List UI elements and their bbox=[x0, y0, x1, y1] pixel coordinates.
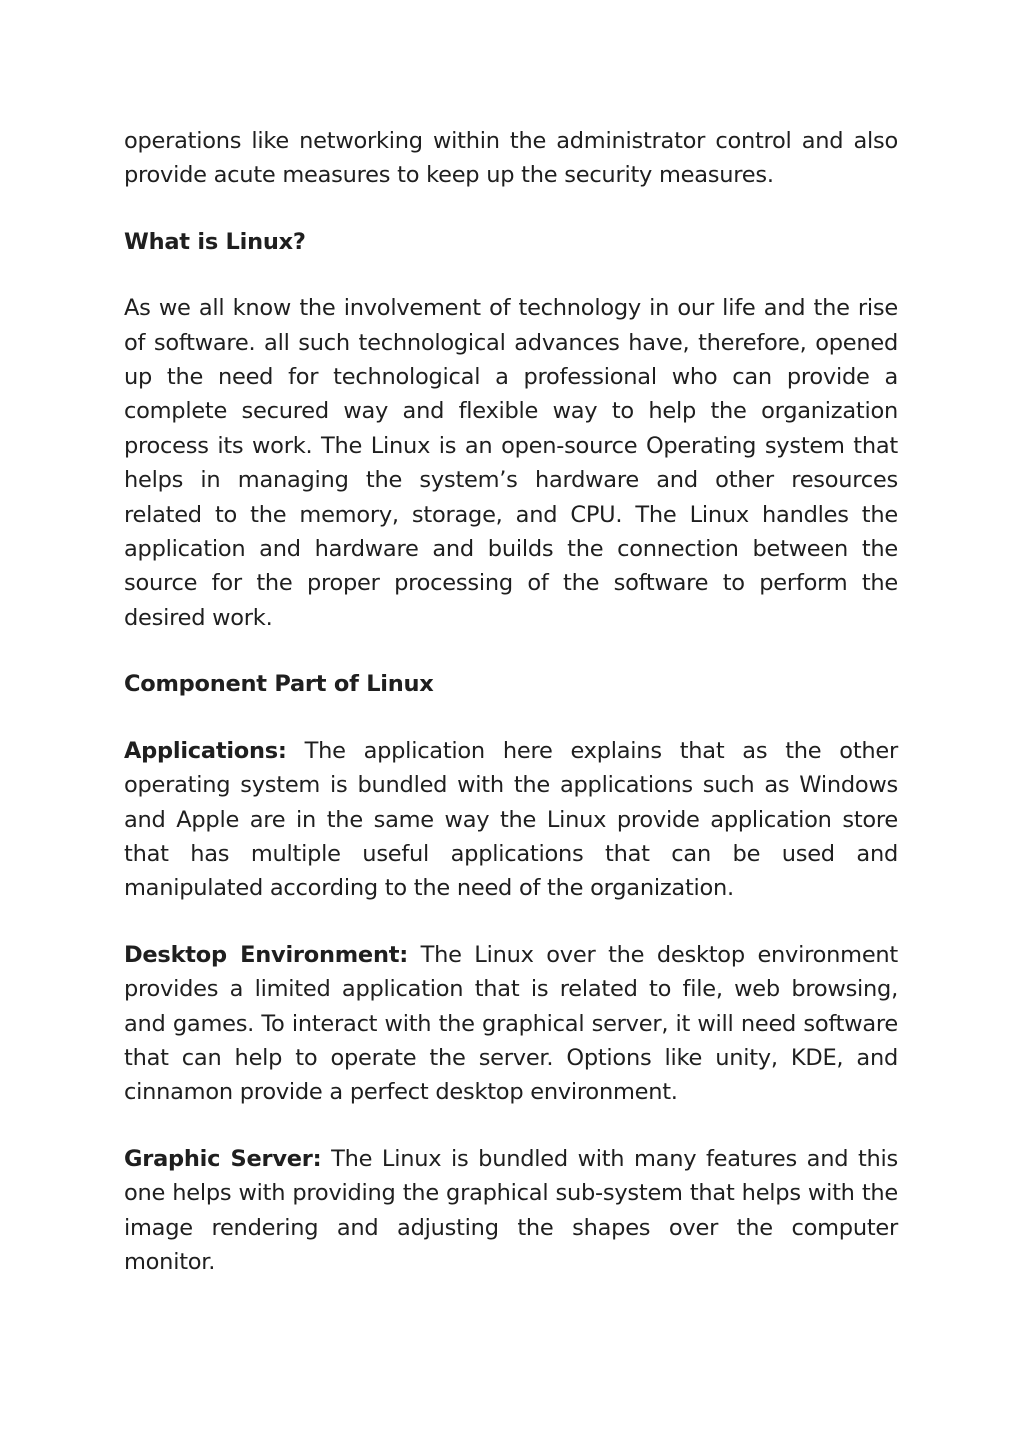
section-heading-components: Component Part of Linux bbox=[124, 671, 434, 698]
component-label-desktop-environment: Desktop Environment: bbox=[124, 941, 408, 968]
component-text-desktop-environment: The Linux over the desktop environment provides a limited application that is related to file, web browsing, and games. To interact with the graphical server, it will need software that can help to operate the server. Options like unity, KDE, and cinnamon provide a perfect desktop environment. bbox=[124, 941, 899, 1106]
component-applications bbox=[124, 734, 898, 906]
document-page bbox=[124, 124, 898, 1311]
intro-paragraph: operations like networking within the administrator control and also provide acute measures to keep up the security measures. bbox=[124, 128, 898, 189]
component-text-applications: The application here explains that as the other operating system is bundled with the applications such as Windows and Apple are in the same way the Linux provide application store that has multiple useful applications that can be used and manipulated according to the need of the organization. bbox=[124, 737, 898, 902]
what-is-linux-paragraph: As we all know the involvement of technology in our life and the rise of software. all such technological advances have, therefore, opened up the need for technological a professional who can provide a complete secured way and flexible way to help the organization process its work. The Linux is an open-source Operating system that helps in managing the system’s hardware and other resources related to the memory, storage, and CPU. The Linux handles the application and hardware and builds the connection between the source for the proper processing of the software to perform the desired work. bbox=[124, 295, 898, 631]
section-heading-what-is-linux: What is Linux? bbox=[124, 228, 306, 255]
component-desktop-environment bbox=[124, 938, 898, 1110]
component-graphic-server bbox=[124, 1142, 898, 1280]
component-text-graphic-server: The Linux is bundled with many features and this one helps with providing the graphical sub-system that helps with the image rendering and adjusting the shapes over the computer monitor. bbox=[124, 1145, 899, 1275]
component-label-graphic-server: Graphic Server: bbox=[124, 1145, 322, 1172]
component-label-applications: Applications: bbox=[124, 737, 287, 764]
